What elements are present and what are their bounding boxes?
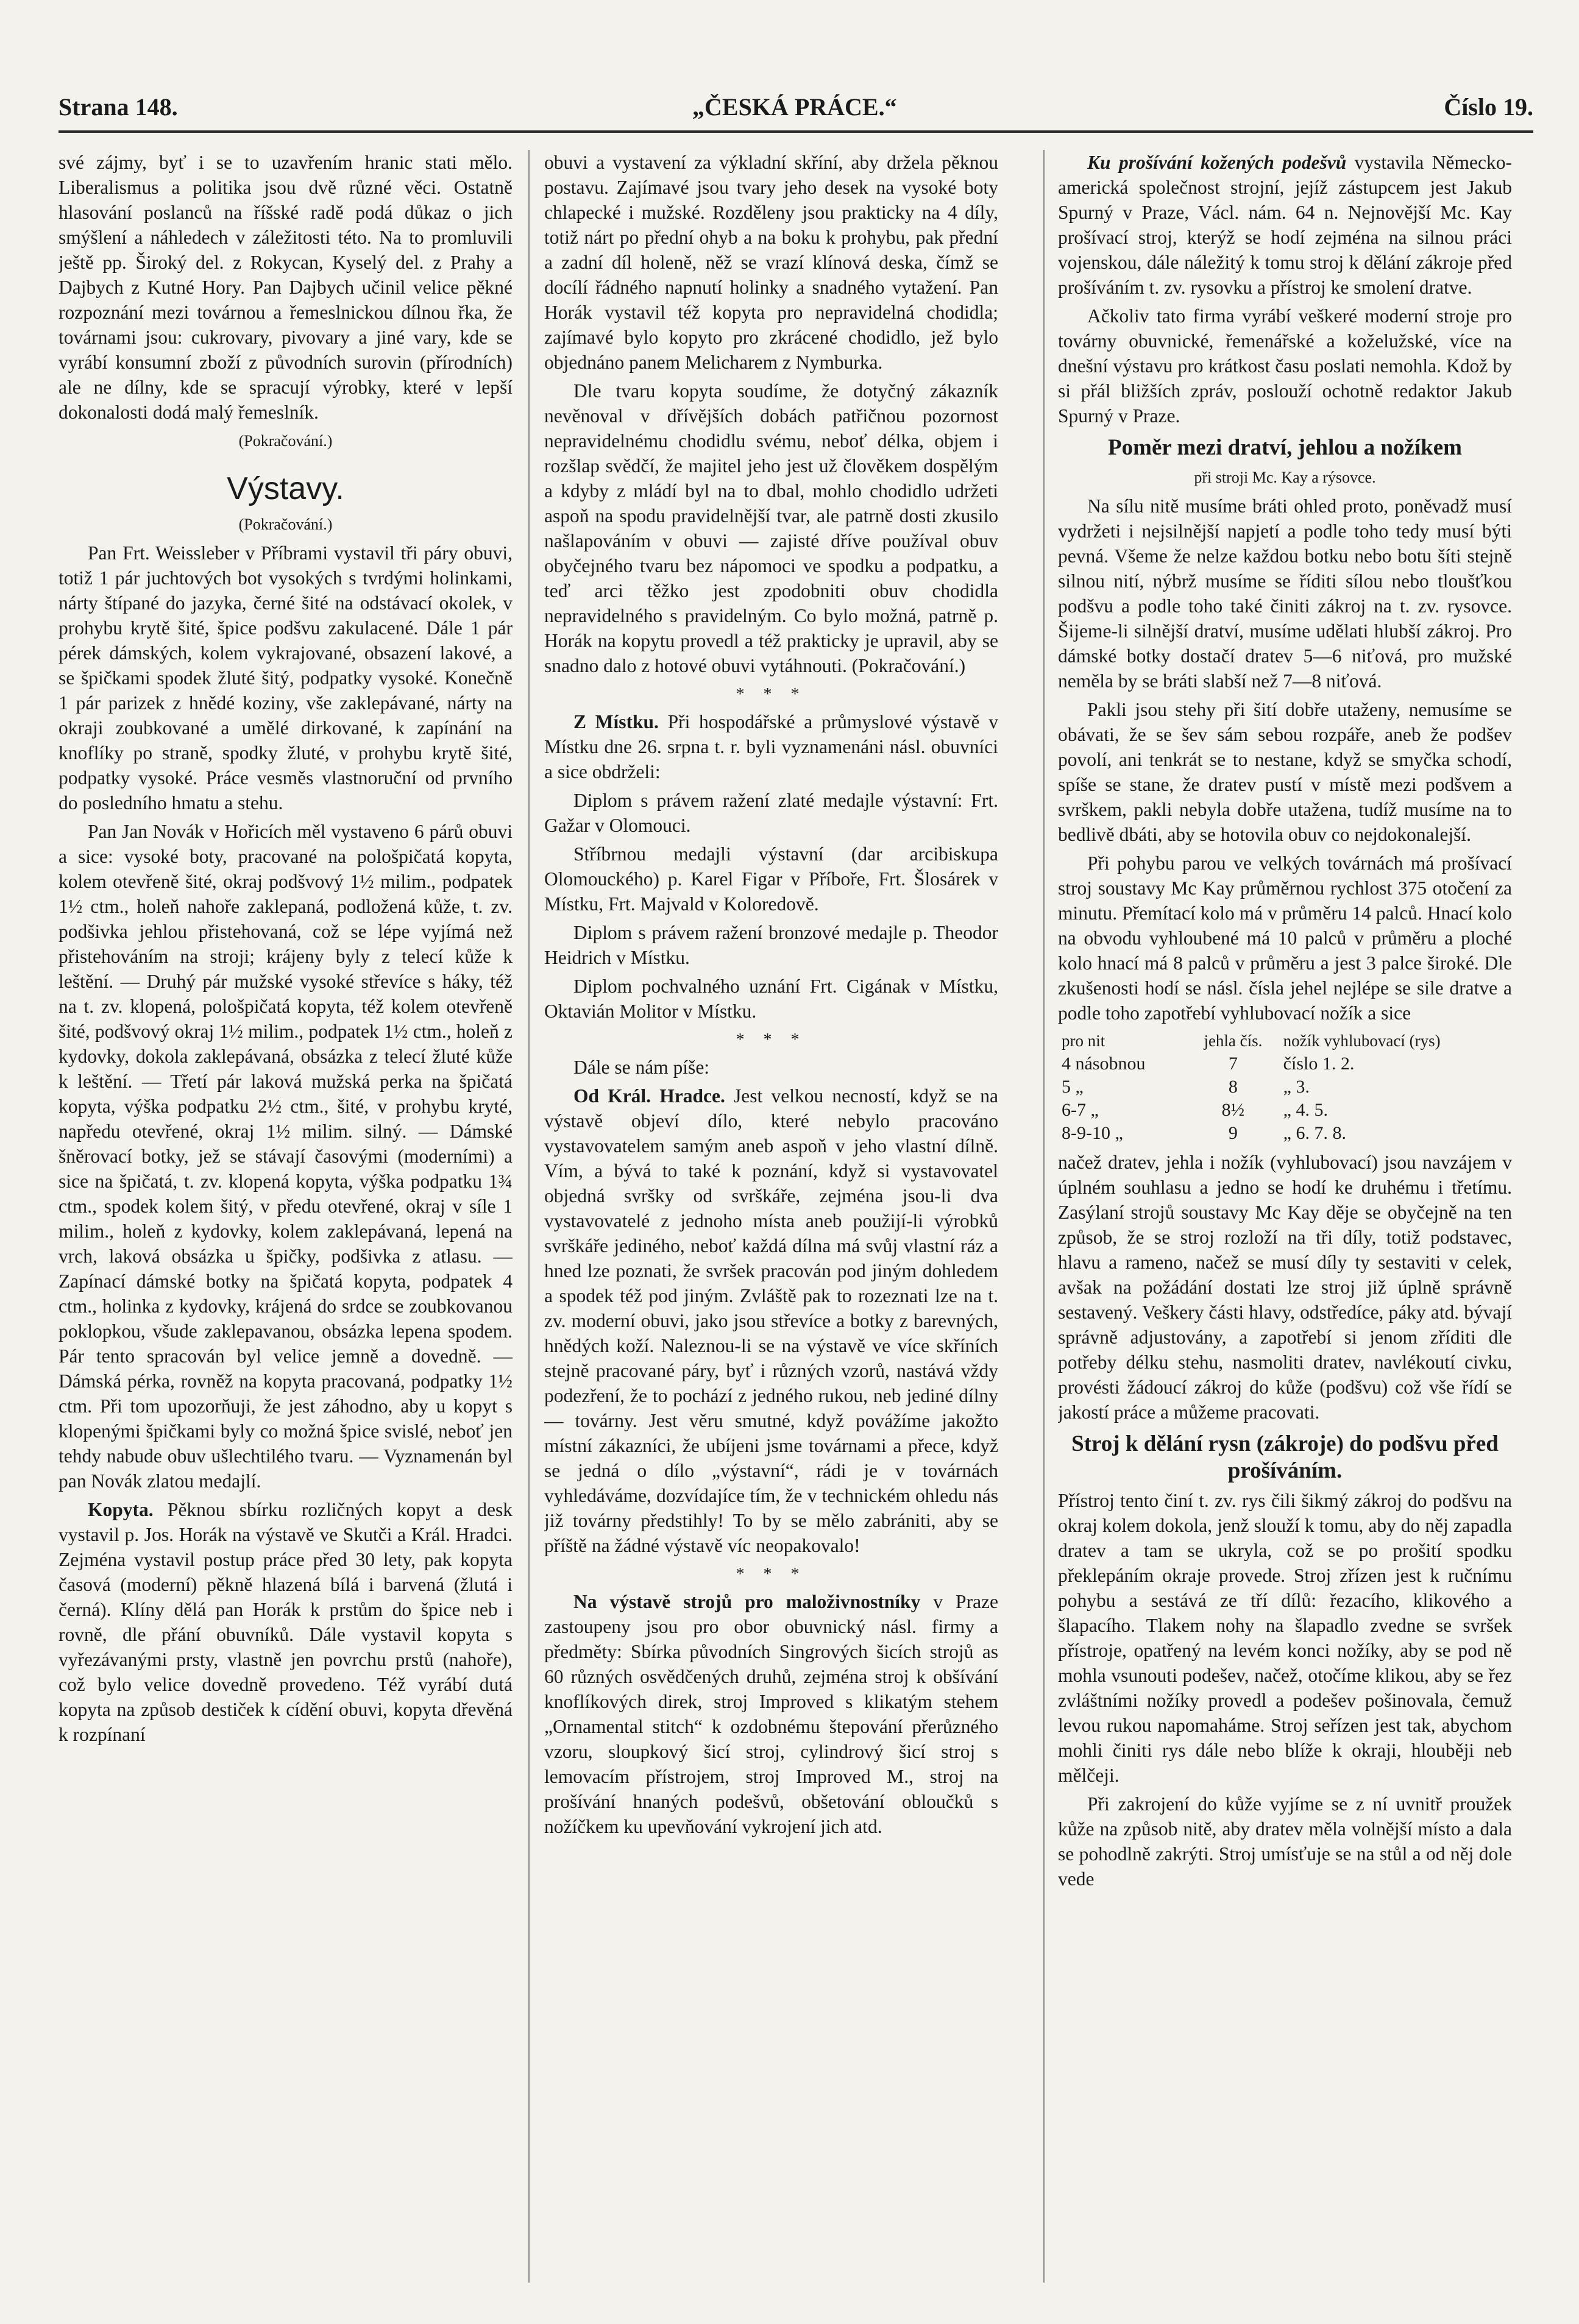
table-row	[1058, 1075, 1512, 1099]
separator-stars: * * *	[736, 1565, 807, 1584]
issue-number: Číslo 19.	[1444, 93, 1533, 121]
paragraph-heading: Ku prošívání kožených podešvů	[1087, 152, 1347, 173]
separator-stars: * * *	[736, 685, 807, 704]
paragraph: Pan Frt. Weissleber v Příbrami vystavil tři páry obuvi, totiž 1 pár juchtových bot vysokých s tvrdými holinkami, nárty štípané do jazyka, černé šité na odstávací okolek, v prohybu krytě šité, špice podšvu zakulacené. Dále 1 pár pérek dámských, kolem vykrajované, obsazení lakové, a se špičkami spodek žluté šitý, podpatky vysoké. Konečně 1 pár parizek z hnědé koziny, vše zaklepávané, nárty na okraji zoubkované a umělé dirkované, k zapínání na knoflíky po straně, spodky žluté, v prohybu krytě šité, podpatky vysoké. Práce vesměs vlastnoruční od prvního do posledního hmatu a stehu.	[59, 542, 513, 813]
paragraph-heading: Kopyta.	[88, 1499, 154, 1520]
paragraph-heading: Od Král. Hradce.	[573, 1085, 725, 1107]
column-header: nožík vyhlubovací (rys)	[1283, 1032, 1441, 1050]
table-cell: „ 6. 7. 8.	[1283, 1123, 1346, 1143]
subheading-tail: při stroji Mc. Kay a rýsovce.	[1194, 469, 1376, 486]
table-cell: číslo 1. 2.	[1283, 1054, 1355, 1074]
table-cell: 4 násobnou	[1062, 1054, 1146, 1074]
table-header-row	[1058, 1029, 1512, 1052]
paragraph	[544, 1589, 998, 1839]
column-header: jehla čís.	[1204, 1032, 1263, 1050]
continuation-note: (Pokračování.)	[238, 432, 333, 450]
paragraph: Stříbrnou medajli výstavní (dar arcibiskupa Olomouckého) p. Karel Figar v Příboře, Frt. Šlosárek v Místku, Frt. Majvald v Koloredově.	[544, 843, 998, 915]
continuation-note: (Pokračování.)	[238, 515, 333, 533]
subheading-pomer: Poměr mezi dratví, jehlou a nožíkem	[1108, 435, 1462, 460]
paragraph: Pakli jsou stehy při šití dobře utaženy, nemusíme se obávati, že se šev sám sebou rozpáře, aneb že podšev povolí, ani tenkrát se to nestane, když se smyčka schodí, spíše se stane, že dratev pustí v místě mezi podšvem a svrškem, pakli nebyla dobře utažena, tudíž musíme na to bedlivě dbáti, aby se hotovila obuv co nejdokonalejší.	[1058, 699, 1512, 845]
paragraph: své zájmy, byť i se to uzavřením hranic stati mělo. Liberalismus a politika jsou dvě různé věci. Ostatně hlasování poslanců na říšské radě podá důkaz o jich smýšlení a náhledech v záležitosti této. Na to promluvili ještě pp. Široký del. z Rokycan, Kyselý del. z Prahy a Dajbych z Kutné Hory. Pan Dajbych učinil velice pěkné rozpoznání mezi továrnou a řemeslnickou dílnou řka, že továrnami jsou: cukrovary, pivovary a jiné vary, kde se vyrábí konsumní zboží z původních surovin (přírodních) ale ne dílny, kde se spracují výrobky, které v lepší dokonalosti dodá malý řemeslník.	[59, 152, 513, 423]
paragraph: Diplom pochvalného uznání Frt. Cigának v Místku, Oktavián Molitor v Místku.	[544, 976, 998, 1022]
paragraph: Při zakrojení do kůže vyjíme se z ní uvnitř proužek kůže na způsob nitě, aby dratev měla volnější místo a dala se pohodlně zakrýti. Stroj umísťuje se na stůl a od něj dole vede	[1058, 1793, 1512, 1890]
paragraph: Dle tvaru kopyta soudíme, že dotyčný zákazník nevěnoval v dřívějších dobách patřičnou pozornost nepravidelnému chodidlu svému, neboť délka, objem i rozšlap svědčí, že majitel jeho jest už člověkem dospělým a kdyby z mládí byl na to dbal, mohlo chodidlo udržeti aspoň na spodu pravidelnější tvar, ale patrně dosti zkusilo našlapováním v obuvi — zajisté dříve používal obuv obyčejného tvaru bez nápomoci ve spodku a podpatku, a teď arci těžko jest zpodobniti obuv chodidla nepravidelného s pravidelným. Co bylo možná, patrně p. Horák na kopytu provedl a též prakticky je upravil, aby se snadno dalo z hotové obuvi vytáhnouti. (Pokračování.)	[544, 380, 998, 676]
paragraph: Přístroj tento činí t. zv. rys čili šikmý zákroj do podšvu na okraj kolem dokola, jenž slouží k tomu, aby do něj zapadla dratev a tam se ukryla, což se po prošití spodku překlepáním okraje provede. Stroj zřízen jest k ručnímu pohybu a sestává ze tří dílů: řezacího, klikového a šlapacího. Tlakem nohy na šlapadlo zvedne se svršek přístroje, opatřený na levém konci nožíky, aby se pod ně mohla vsunouti podešev, načež, otočíme klikou, aby se řez zvláštními nožíky provedl a podešev pošinovala, čemuž levou rukou napomaháme. Stroj seřízen jest tak, abychom mohli činiti rys dále nebo blíže k okraji, hlouběji neb mělčeji.	[1058, 1490, 1512, 1786]
paragraph-heading: Na výstavě strojů pro maloživnostníky	[573, 1591, 921, 1612]
page-number: Strana 148.	[59, 93, 178, 121]
column-2	[544, 150, 998, 2295]
paragraph: Pan Jan Novák v Hořicích měl vystaveno 6 párů obuvi a sice: vysoké boty, pracované na pološpičatá kopyta, kolem otevřeně šité, okraj podšvový 1½ milim., podpatek 1½ ctm., holeň nahoře zaklepaná, podložená kůže, t. zv. podšivka jehlou přistehovaná, což se lépe vyjímá než přistehováním na stroji; krájeny byly z telecí kůže k leštění. — Druhý pár mužské vysoké střevíce s háky, též na t. zv. klopená, pološpičatá kopyta, též kolem otevřeně šité, podšvový okraj 1½ milim., podpatek 1½ ctm., holeň z kydovky, dokola zaklepávaná, obsázka z telecí žluté kůže k leštění. — Třetí pár laková mužská perka na špičatá kopyta, výška podpatku 2½ ctm., šité, v prohybu kryté, napředu otevřené, okraj 1½ milim. silný. — Dámské šněrovací botky, jež se stávají časovými (moderními) a sice na špičatá, t. zv. klopená kopyta, výška podpatku 1¾ ctm., spodek kolem šitý, v předu otevřené, okraj v síle 1 milim., holeň z kydovky, kolem zaklepávaná, lepená na vrch, laková obsázka u špičky, podšivka z atlasu. — Zapínací dámské botky na špičatá kopyta, podpatek 4 ctm., holinka z kydovky, krájená do srdce se zoubkovanou poklopkou, všude zaklepavanou, obsázka lepena spodem. Pár tento spracován byl velice jemně a dovedně. — Dámská pérka, rovněž na kopyta pracovaná, podpatky 1½ ctm. Při tom upozorňuji, že jest záhodno, aby u kopyt s klopenými špičkami byly co možná špice svislé, neboť jen tehdy nabude obuv ušlechtilého tvaru. — Vyznamenán byl pan Novák zlatou medajlí.	[59, 821, 513, 1492]
paragraph: Diplom s právem ražení zlaté medajle výstavní: Frt. Gažar v Olomouci.	[544, 790, 998, 836]
publication-title: „ČESKÁ PRÁCE.“	[692, 93, 897, 121]
paragraph-text: vystavila Německo-americká společnost strojní, jejíž zástupcem jest Jakub Spurný v Praze, Václ. nám. 64 n. Nejnovější Mc. Kay prošívací stroj, kterýž se hodí zejména na silnou práci vojenskou, dále náležitý k tomu stroj k dělání zákroje před prošíváním t. zv. rysovku a přístroj ke smolení dratve.	[1058, 152, 1512, 298]
paragraph	[544, 1083, 998, 1558]
table-row	[1058, 1099, 1512, 1122]
paragraph: obuvi a vystavení za výkladní skříní, aby držela pěknou postavu. Zajímavé jsou tvary jeho desek na vysoké boty chlapecké i mužské. Rozděleny jsou prakticky na 4 díly, totiž nárt po přední ohyb a na boku k prohybu, pak přední a zadní díl holeně, něž se vrazí klínová deska, čímž se docílí řádného napnutí holinky a snadného vytažení. Pan Horák vystavil též kopyta pro nepravidelná chodidla; zajímavé bylo kopyto pro zkrácené chodidlo, jež bylo objednáno panem Melicharem z Nymburka.	[544, 152, 998, 373]
column-divider	[528, 150, 530, 2283]
paragraph-text: Při hospodářské a průmyslové výstavě v Místku dne 26. srpna t. r. byli vyznamenáni násl. obuvníci a sice obdrželi:	[544, 711, 998, 782]
table-cell: 5 „	[1062, 1077, 1084, 1097]
paragraph	[1058, 150, 1512, 300]
table-cell: 9	[1228, 1123, 1238, 1143]
table-cell: „ 4. 5.	[1283, 1100, 1328, 1120]
paragraph: Při pohybu parou ve velkých továrnách má prošívací stroj soustavy Mc Kay průměrnou rychlost 375 otočení za minutu. Přemítací kolo má v průměru 14 palců. Hnací kolo na obvodu vyhloubené má 10 palců v průměru a ploché kolo hnací má 8 palců v průměru a jest 3 palce široké. Dle zkušenosti hodí se násl. čísla jehel nejlépe se sile dratve a podle toho zapotřebí vyhlubovací nožík a sice	[1058, 852, 1512, 1024]
column-1	[59, 150, 513, 2295]
table-cell: 8½	[1221, 1100, 1245, 1120]
paragraph: Ačkoliv tato firma vyrábí veškeré moderní stroje pro továrny obuvnické, řemenářské a koželužské, více na dnešní výstavu pro krátkost času poslati nemohla. Kdož by si přál bližších zpráv, poslouží ochotně redaktor Jakub Spurný v Praze.	[1058, 305, 1512, 427]
needle-table	[1058, 1029, 1512, 1145]
column-3	[1058, 150, 1512, 2295]
table-cell: 8-9-10 „	[1062, 1123, 1123, 1143]
table-cell: 6-7 „	[1062, 1100, 1099, 1120]
table-cell: 8	[1228, 1077, 1238, 1097]
table-cell: 7	[1228, 1054, 1238, 1074]
paragraph: Na sílu nitě musíme bráti ohled proto, poněvadž musí vydržeti i nejsilnější napjetí a podle toho tedy musí býti pevná. Všeme že nelze každou botku nebo botu šíti stejně silnou nití, nýbrž musíme se říditi sílou nebo tloušťkou podšvu a podle toho také činiti zákroj na t. zv. rysovce. Šijeme-li silnější dratví, musíme udělati hlubší zákroj. Pro dámské botky dostačí dratev 5—6 niťová, pro mužské neměla by se bráti slabší než 7—8 niťová.	[1058, 495, 1512, 692]
column-header: pro nit	[1062, 1032, 1105, 1050]
paragraph: Dále se nám píše:	[573, 1057, 710, 1078]
paragraph	[59, 1497, 513, 1747]
paragraph-heading: Z Místku.	[573, 711, 659, 732]
page-header	[59, 87, 1533, 129]
paragraph: načež dratev, jehla i nožík (vyhlubovací) jsou navzájem v úplném souhlasu a jedno se hodí ke druhému i třetímu. Zasýlaní strojů soustavy Mc Kay děje se obyčejně na ten způsob, že se stroj rozloží na tři díly, totiž podstavec, hlavu a rameno, načež se musí díly ty sestaviti v celek, avšak na požádání dostati lze stroj již úplně správně sestavený. Veškery části hlavy, odstředíce, páky atd. bývají správně adjustovány, a zapotřebí si jenom zříditi dle potřeby délku stehu, nasmoliti dratev, navlékoutí civku, provésti žádoucí zákroj do kůže (podšvu) což vše řídí se jakostí práce a můžeme pracovati.	[1058, 1152, 1512, 1423]
table-row	[1058, 1122, 1512, 1145]
paragraph-text: Jest velkou necností, když se na výstavě objeví dílo, které nebylo pracováno vystavovatelem samým aneb aspoň v jeho vlastní dílně. Vím, a bývá to také k poznání, když si vystavovatel objedná svršky od svrškáře, zejména jsou-li dva vystavovatelé z jednoho místa aneb použijí-li výrobků svrškáře jediného, neboť každá dílna má svůj vlastní ráz a hned lze poznati, že svršek pracován pod jiným dohledem a spodek též pod jiným. Zvláště pak to rozeznati lze na t. zv. moderní obuvi, jako jsou střevíce a botky z barevných, hnědých koží. Naleznou-li se na výstavě ve více skříních stejně pracované páry, byť i různých vzorů, nastává vždy podezření, že to pochází z jedného rukou, neb jediné dílny — továrny. Jest věru smutné, když povážíme jakožto místní zákazníci, že ubíjeni jsme továrnami a přece, když se jedná o dílo „výstavní“, rádi je v továrnách vyhledáváme, dozvídajíce tím, že v technickém ohledu nás již továrny předstihly! To by se mělo zabrániti, aby se příště na žádné výstavě víc neopakovalo!	[544, 1085, 998, 1556]
column-divider	[1043, 150, 1045, 2283]
paragraph: Diplom s právem ražení bronzové medajle p. Theodor Heidrich v Místku.	[544, 922, 998, 968]
header-rule	[59, 130, 1533, 133]
paragraph	[544, 709, 998, 784]
paragraph-text: v Praze zastoupeny jsou pro obor obuvnický násl. firmy a předměty: Sbírka původních Singrových šicích strojů as 60 různých osvědčených druhů, zejména stroj k obšívání knoflíkových direk, stroj Improved s klikatým stehem „Ornamental stitch“ k ozdobnému štepování přerůzného vzoru, sloupkový šicí stroj, cylindrový šicí stroj s lemovacím přístrojem, stroj Improved M., stroj na prošívání hnaných podešvů, obšetování obloučků s nožíčkem ku upevňování vykrojení jich atd.	[544, 1591, 998, 1837]
paragraph-text: Pěknou sbírku rozličných kopyt a desk vystavil p. Jos. Horák na výstavě ve Skutči a Král. Hradci. Zejména vystavil postup práce před 30 lety, pak kopyta časová (moderní) pěkně hlazená bílá i barvená (žlutá i černá). Klíny dělá pan Horák k prstům do špice neb i rovně, dle přání obuvníků. Dále vystavil kopyta s vyřezávanými prsty, vlastně jen povrchu prstů (nahoře), což bylo velice dovedně provedeno. Též vyrábí dutá kopyta na způsob destiček k cídění obuvi, kopyta dřevěná k rozpínaní	[59, 1499, 513, 1745]
separator-stars: * * *	[736, 1030, 807, 1049]
table-row	[1058, 1052, 1512, 1075]
section-title-vystavy: Výstavy.	[227, 471, 344, 506]
table-cell: „ 3.	[1283, 1077, 1310, 1097]
subheading-stroj: Stroj k dělání rysn (zákroje) do podšvu před prošíváním.	[1071, 1431, 1499, 1483]
